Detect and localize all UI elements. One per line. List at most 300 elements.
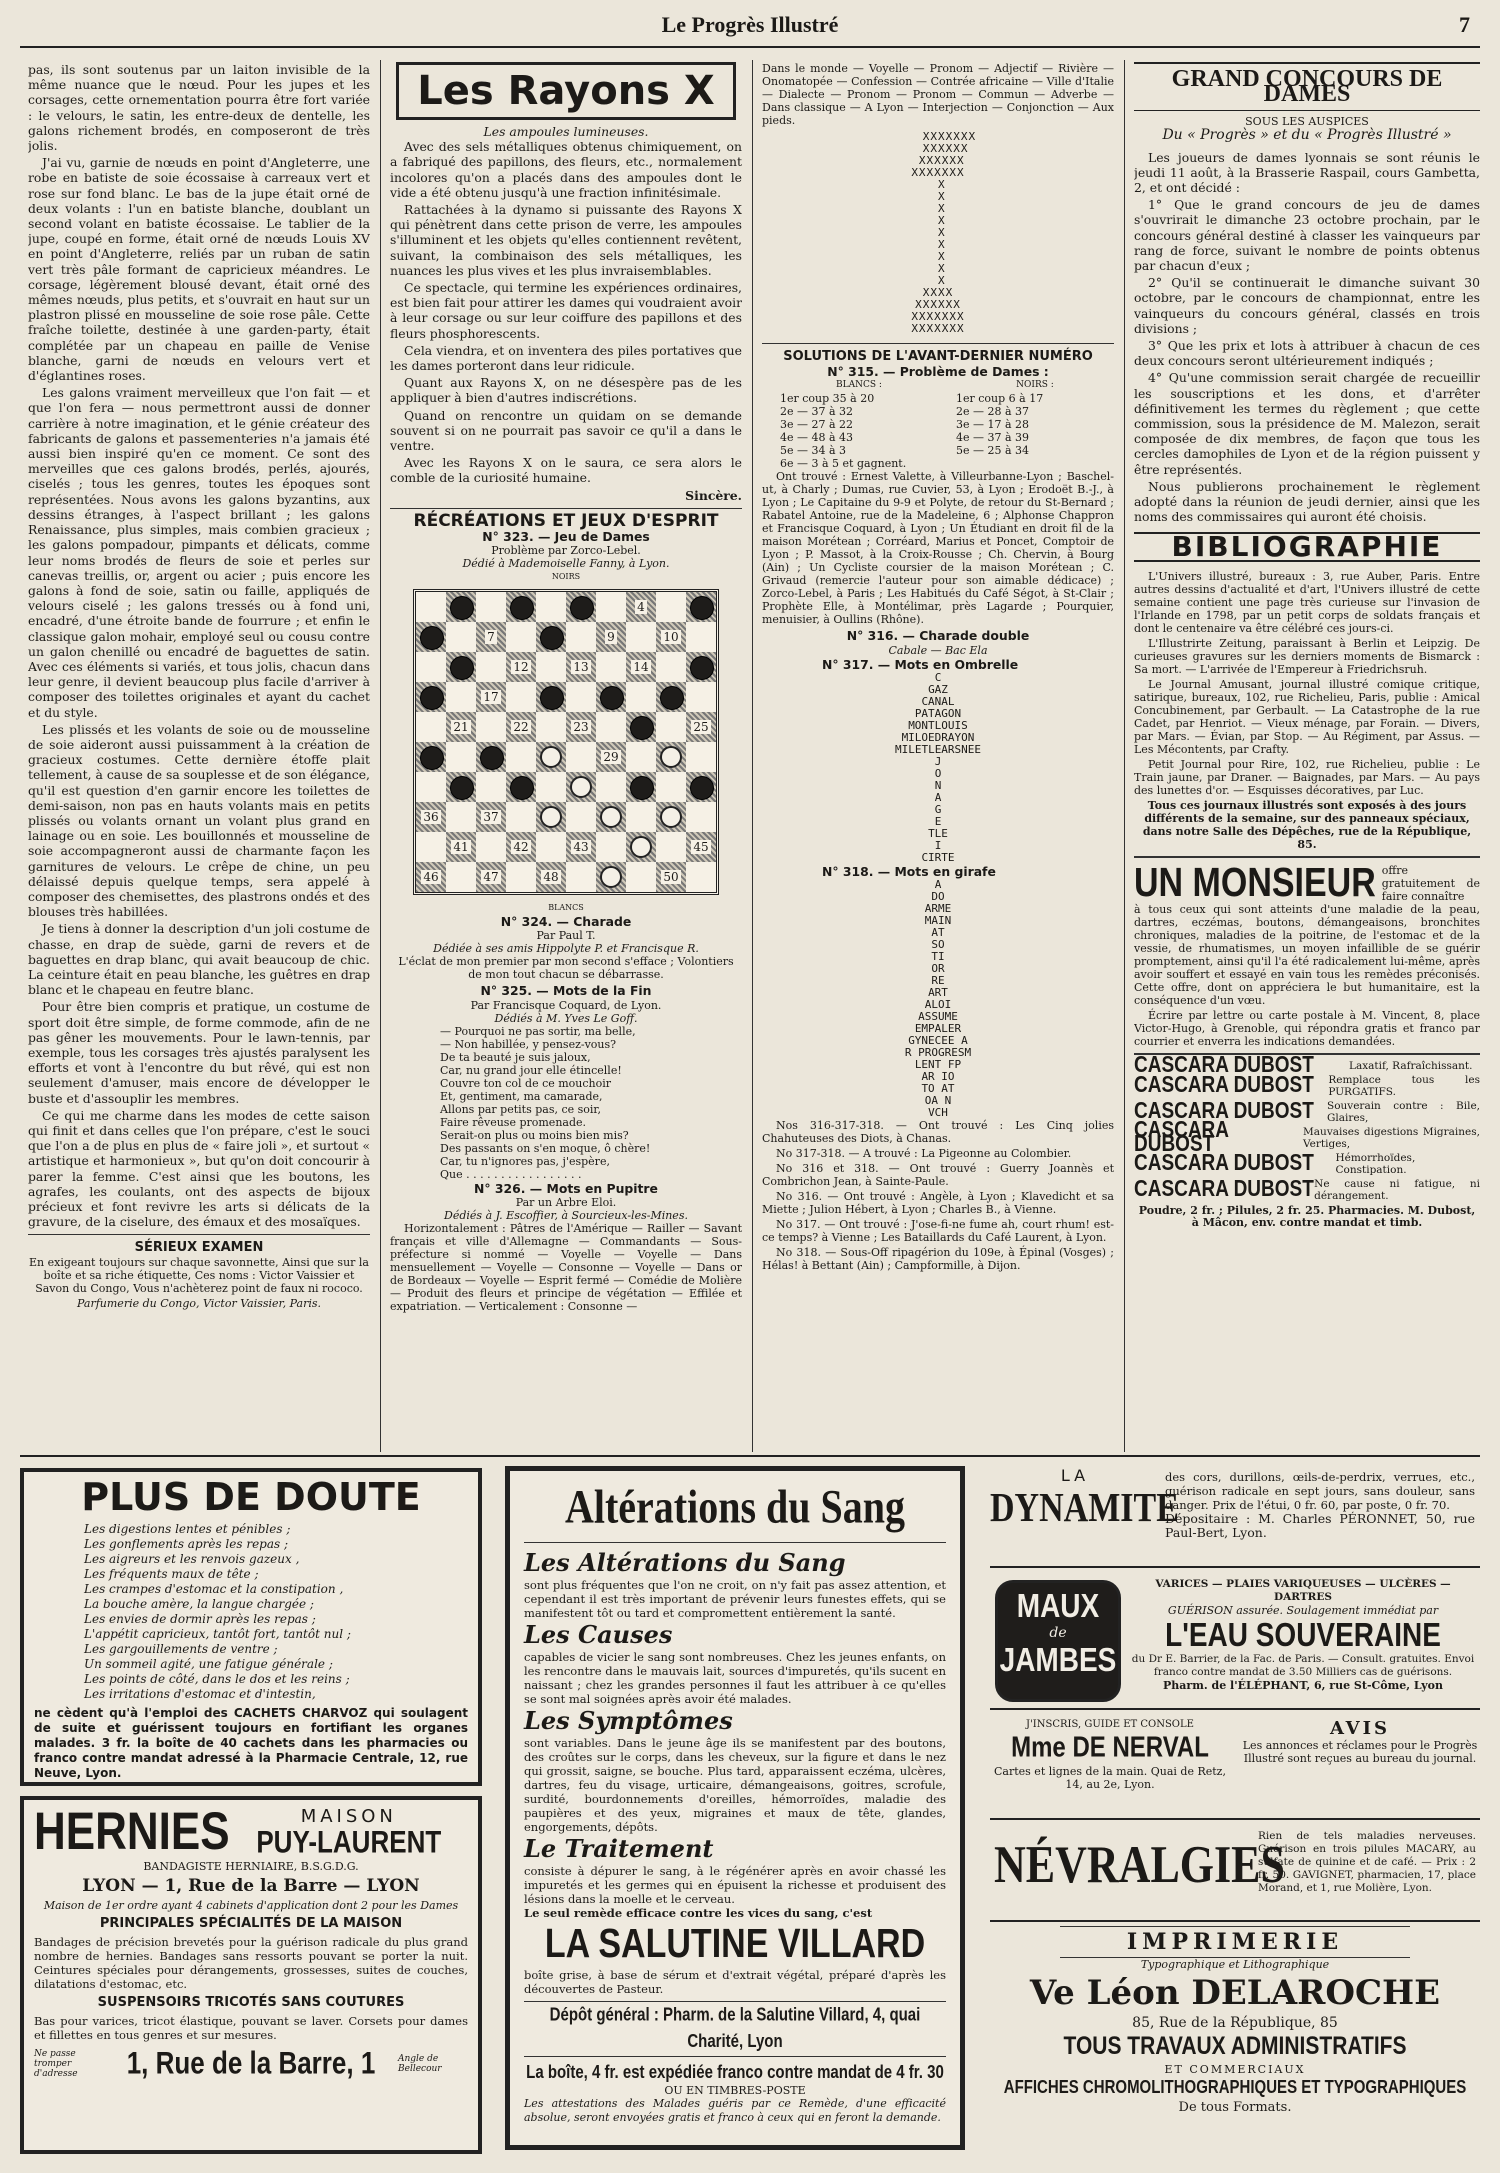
recreations-title: RÉCRÉATIONS ET JEUX D'ESPRIT [413, 510, 719, 531]
black-piece [630, 716, 654, 740]
problem-324-dedication: Dédiée à ses amis Hippolyte P. et Francisque R. [433, 942, 699, 956]
eau-pharmacy: Pharm. de l'ÉLÉPHANT, 6, rue St-Côme, Lyon [1163, 1679, 1443, 1692]
doute-line: Les crampes d'estomac et la constipation , [84, 1582, 344, 1596]
ad-nevralgies [990, 1824, 1480, 1922]
board-square [506, 862, 536, 892]
black-piece [450, 656, 474, 680]
doute-line: Les gonflements après les repas ; [84, 1537, 289, 1551]
rayons-title: Les Rayons X [396, 62, 736, 120]
solvers-316-318: Nos 316-317-318. — Ont trouvé : Les Cinq jolies Chahuteuses des Diots, à Chanas. [762, 1119, 1114, 1146]
board-square [656, 712, 686, 742]
ad-imprimerie [990, 1926, 1480, 2152]
board-square [656, 772, 686, 802]
board-square [656, 682, 686, 712]
board-square [656, 592, 686, 622]
cascara-brand: CASCARA DUBOST [1134, 1072, 1314, 1098]
article-paragraph: J'ai vu, garnie de nœuds en point d'Angleterre, une robe en batiste de soie écossaise à carreaux vert et rose sur fond blanc. Le bas de la jupe était orné de deux volants : l'un en batiste blanche, doublant un second volant en batiste écossaise. Le tablier de la jupe, coupé en forme, était orné de nœuds Louis XV en point d'Angleterre, reliés par un ruban de satin vert très pâle formant de capricieux méandres. Le corsage, légèrement blousé devant, était orné des mêmes nœuds, plus petits, et s'ouvrait en haut sur un plastron plissé en mousseline de soie rose pâle. Cette fraîche toilette, destinée à une garden-party, était complétée par un chapeau en paille de Venise blanche, garni de nœuds en velours vert et d'églantines roses. [28, 155, 370, 384]
cascara-row [1134, 1152, 1480, 1176]
article-paragraph: Les galons vraiment merveilleux que l'on fait — et que l'on fera — nous permettront aussi de donner carrière à notre imagination, et le génie créateur des fabricants de galons et passementeries n'a jamais été aussi bien inspiré qu'en ce moment. Ce sont des merveilles que ces galons brodés, perlés, ajourés, ciselés ; tous les genres, toutes les époques sont représentées. Nous avons les galons byzantins, aux dessins étranges, à l'aspect brillant ; les galons Renaissance, plus simples, mais combien gracieux ; les galons pompadour, pimpants et délicats, comme leur noms brodés de fleurs de soie et perles sur canevas treillis, or, argent ou acier ; puis encore les galons à fond de soie, satin ou faille, appliqués de velours ciselé ; les galons tressés ou à fond uni, encadré, d'une étroite bande de fourrure ; et enfin le classique galon mohair, employé seul ou cousu contre un galon chenillé ou encadré de baguettes de satin. Avec ces éléments si variés, et tous jolis, chacun dans leur genre, il devient beaucoup plus facile d'arriver à composer des toilettes originales et ayant du cachet et du style. [28, 385, 370, 720]
white-piece [600, 806, 622, 828]
imprimerie-name: Ve Léon DELAROCHE [1029, 1973, 1441, 2013]
avis-text: Les annonces et réclames pour le Progrès Illustré sont reçues au bureau du journal. [1242, 1739, 1478, 1765]
board-square [566, 772, 596, 802]
board-square [416, 652, 446, 682]
problem-326-author: Par un Arbre Eloi. [515, 1195, 617, 1209]
board-square [656, 832, 686, 862]
problem-324-title: N° 324. — Charade [500, 914, 632, 930]
poem-line: Et, gentiment, ma camarade, [440, 1089, 603, 1103]
monsieur-contact: Écrire par lettre ou carte postale à M. Vincent, 8, place Victor-Hugo, à Grenoble, qui répondra gratis et franco par courrier et enverra les indications demandées. [1134, 1008, 1480, 1048]
dynamite-brand [990, 1466, 1179, 1533]
moves-header: BLANCS : [836, 380, 882, 391]
doute-line: La bouche amère, la langue chargée ; [84, 1597, 314, 1611]
article-paragraph: Je tiens à donner la description d'un joli costume de chasse, en drap de suède, garni de revers et de baguettes en drap blanc, qui avait beaucoup de chic. La ceinture était en peau blanche, les guêtres en drap blanc et le chapeau en feutre blanc. [28, 921, 370, 998]
problem-325-title: N° 325. — Mots de la Fin [480, 983, 652, 999]
problem-323-title: N° 323. — Jeu de Dames [482, 529, 650, 545]
square-number: 50 [663, 870, 679, 885]
doute-footer: ne cèdent qu'à l'emploi des CACHETS CHARVOZ qui soulagent de suite et guérissent toujours en fortifiant les organes malades. 3 fr. la boîte de 40 cachets dans les pharmacies ou franco contre mandat adressé à la Pharmacie Centrale, 12, rue Neuve, Lyon. [34, 1706, 468, 1780]
concours-subtitle: SOUS LES AUSPICES [1245, 115, 1369, 129]
board-square [596, 712, 626, 742]
black-piece [570, 596, 594, 620]
black-piece [600, 686, 624, 710]
board-square [446, 652, 476, 682]
cascara-effect: Mauvaises digestions Migraines, Vertiges, [1303, 1125, 1480, 1150]
board-square [686, 802, 716, 832]
divider [762, 343, 1114, 344]
moves-header: NOIRS : [1016, 380, 1054, 391]
doute-line: L'appétit capricieux, tantôt fort, tantôt nul ; [84, 1627, 351, 1641]
problem-326-title: N° 326. — Mots en Pupitre [474, 1180, 658, 1196]
board-square [476, 712, 506, 742]
cascara-row [1134, 1178, 1480, 1202]
board-square [476, 772, 506, 802]
poem-line: Allons par petits pas, ce soir, [440, 1102, 601, 1116]
board-square [656, 652, 686, 682]
black-piece [510, 776, 534, 800]
board-square [416, 592, 446, 622]
board-square [686, 652, 716, 682]
board-square [596, 622, 626, 652]
move-row: 5e — 34 à 3 [780, 444, 847, 458]
doute-title: PLUS DE DOUTE [81, 1475, 421, 1519]
concours-paragraph: 2° Qu'il se continuerait le dimanche suivant 30 octobre, par le concours de championnat, entre les vainqueurs du concours général, classés en trois divisions ; [1134, 275, 1480, 336]
imprimerie-line-3: AFFICHES CHROMOLITHOGRAPHIQUES ET TYPOGRAPHIQUES [1003, 2077, 1467, 2098]
sang-heading-1: Les Altérations du Sang [524, 1548, 846, 1577]
square-number: 12 [513, 660, 529, 675]
poem-line: De ta beauté je suis jaloux, [440, 1050, 591, 1064]
rayons-paragraph: Ce spectacle, qui termine les expériences ordinaires, est bien fait pour attirer les dames qui voudraient avoir à leur corsage ou sur leur coiffure des papillons et des fleurs phosphorescents. [390, 280, 742, 341]
doute-list [34, 1522, 468, 1702]
concours-paragraph: Nous publierons prochainement le règlement adopté dans la réunion de jeudi dernier, ainsi que les noms des commissaires qui auront été choisis. [1134, 478, 1480, 525]
ad-alterations-sang [505, 1466, 965, 2150]
board-square [536, 772, 566, 802]
poem-line: Car, nu grand jour elle étincelle! [440, 1063, 622, 1077]
imprimerie-sub: Typographique et Lithographique [1140, 1958, 1330, 1971]
board-square [416, 712, 446, 742]
poem-line: Que . . . . . . . . . . . . . . . . . [440, 1167, 582, 1181]
board-square [656, 802, 686, 832]
board-square [626, 742, 656, 772]
board-square [686, 832, 716, 862]
board-square [416, 832, 446, 862]
board-square [626, 592, 656, 622]
board-square [596, 742, 626, 772]
board-square [596, 802, 626, 832]
problem-325-author: Par Francisque Coquard, de Lyon. [470, 998, 662, 1012]
board-square [476, 652, 506, 682]
dynamite-depot: Dépositaire : M. Charles PÉRONNET, 50, rue Paul-Bert, Lyon. [1165, 1511, 1475, 1540]
board-square [596, 682, 626, 712]
board-square [506, 712, 536, 742]
board-square [506, 802, 536, 832]
board-square [506, 772, 536, 802]
square-number: 47 [483, 870, 499, 885]
maux-word-3: JAMBES [999, 1640, 1117, 1678]
white-piece [540, 746, 562, 768]
checkers-board [413, 589, 719, 895]
move-row: 6e — 3 à 5 et gagnent. [780, 457, 907, 471]
white-piece [660, 746, 682, 768]
divider [524, 2056, 946, 2057]
solution-316-title: N° 316. — Charade double [846, 628, 1030, 644]
problem-325-poem [390, 1025, 742, 1181]
move-row: 2e — 37 à 32 [780, 405, 854, 419]
eau-doctor: du Dr E. Barrier, de la Fac. de Paris. — Consult. gratuites. Envoi franco contre mandat de 3.50 Milliers cas de guérisons. [1131, 1653, 1475, 1678]
board-square [416, 862, 446, 892]
board-square [686, 622, 716, 652]
black-piece [630, 776, 654, 800]
rayons-paragraph: Avec les Rayons X on le saura, ce sera alors le comble de la curiosité humaine. [390, 455, 742, 486]
concours-paragraph: Les joueurs de dames lyonnais se sont réunis le jeudi 11 août, à la Brasserie Raspail, cours Gambetta, 2, et ont décidé : [1134, 149, 1480, 196]
cascara-brand: CASCARA DUBOST [1134, 1176, 1314, 1202]
board-square [596, 652, 626, 682]
rayons-paragraph: Quant aux Rayons X, on ne désespère pas de les appliquer à bien d'autres indiscrétions. [390, 375, 742, 406]
board-square [626, 682, 656, 712]
doute-line: Les digestions lentes et pénibles ; [84, 1522, 291, 1536]
dynamite-title: DYNAMITE [990, 1486, 1179, 1531]
board-square [446, 772, 476, 802]
board-square [566, 622, 596, 652]
fashion-column [28, 62, 370, 1447]
solution-317-title: N° 317. — Mots en Ombrelle [822, 656, 1019, 672]
black-piece [690, 776, 714, 800]
black-piece [660, 686, 684, 710]
board-square [446, 622, 476, 652]
board-square [506, 832, 536, 862]
white-piece [600, 866, 622, 888]
serieux-signature: Parfumerie du Congo, Victor Vaissier, Paris. [77, 1296, 321, 1310]
doute-line: Les points de côté, dans le dos et les reins ; [84, 1672, 350, 1686]
sang-text-4: consiste à dépurer le sang, à le régénérer après en avoir chassé les impuretés et les germes qui en épuisent la richesse et produisent des lésions dans la moelle et le cerveau. [524, 1864, 946, 1906]
solutions-column [762, 62, 1114, 1447]
board-square [416, 682, 446, 712]
page-number: 7 [1459, 12, 1470, 37]
monsieur-text: à tous ceux qui sont atteints d'une maladie de la peau, dartres, eczémas, boutons, démangeaisons, bronchites chroniques, maladies de la poitrine, de l'estomac et de la vessie, de rhumatismes, un moyen infaillible de se guérir promptement, ainsi qu'il l'a été radicalement lui-même, après avoir souffert et essayé en vain tous les remèdes préconisés. Cette offre, dont on appréciera le but humanitaire, est la conséquence d'un vœu. [1134, 902, 1480, 1007]
sang-brand: LA SALUTINE VILLARD [544, 1921, 926, 1967]
noirs-label: NOIRS [551, 572, 581, 582]
cascara-effect: Souverain contre : Bile, Glaires, [1327, 1099, 1480, 1124]
board-square [596, 772, 626, 802]
black-piece [450, 776, 474, 800]
doute-line: Les fréquents maux de tête ; [84, 1567, 259, 1581]
article-paragraph: pas, ils sont soutenus par un laiton invisible de la même nuance que le nœud. Pour les jupes et les corsages, cette ornementation pourra être fort variée : le velours, le satin, les entre-deux de dentelle, les galons richement brodés, en composeront de très jolis. [28, 62, 370, 154]
board-square [536, 622, 566, 652]
rayons-paragraph: Rattachées à la dynamo si puissante des Rayons X qui pénètrent dans cette prison de verre, les ampoules s'illuminent et les objets qu'elles contiennent revêtent, suivant, la combinaison des sels métalliques, les nuances les plus vives et les plus invraisemblables. [390, 202, 742, 278]
black-piece [690, 656, 714, 680]
board-square [476, 832, 506, 862]
biblio-note: Tous ces journaux illustrés sont exposés à des jours différents de la semaine, sur des panneaux spéciaux, dans notre Salle des Dépêches, rue de la République, 85. [1142, 798, 1472, 851]
column-rule [380, 60, 381, 1452]
moves-noirs [938, 379, 1114, 470]
poem-line: Faire rêveuse promenade. [440, 1115, 587, 1129]
board-square [446, 862, 476, 892]
rayons-paragraph: Quand on rencontre un quidam on se demande souvent si on ne pourrait pas savoir ce qu'il a dans le ventre. [390, 407, 742, 454]
board-square [506, 742, 536, 772]
square-number: 48 [543, 870, 559, 885]
serieux-title: SÉRIEUX EXAMEN [134, 1240, 264, 1256]
white-piece [660, 806, 682, 828]
square-number: 36 [423, 810, 439, 825]
board-square [656, 742, 686, 772]
board-square [566, 682, 596, 712]
solvers-315: Ont trouvé : Ernest Valette, à Villeurbanne-Lyon ; Baschel-ut, à Charly ; Dumas, rue Cuvier, 53, à Lyon ; Erodoët B.-J., à Lyon ; Le Capitaine du 9-9 et Polyte, de retour du St-Bernard ; Rabatel Antoine, rue de la Madeleine, 6 ; Alphonse Chappron et Francisque Coquard, à Lyon ; Un Étudiant en droit fil de la maison Morétean ; Corréard, Marius et Poncet, Comptoir de Lyon ; P. Massot, à la Croix-Rousse ; Ch. Chervin, à Bourg (Ain) ; Un Cycliste coursier de la maison Morétean ; C. Grivaud (remercie l'auteur pour son aimable dédicace) ; Zorco-Lebel, à Paris ; Les Habitués du Café Ségot, à St-Clair ; Prophète Elle, à Montélimar, près Lagarde ; Pourquier, menuisier, à Oullins (Rhône). [762, 470, 1114, 627]
ad-nerval [990, 1718, 1230, 1814]
ad-hernies [20, 1796, 482, 2154]
hernies-header [34, 1804, 468, 1860]
board-square [566, 712, 596, 742]
problem-326-text: Horizontalement : Pâtres de l'Amérique — Railler — Savant français et ville d'Allemagne — Commandants — Sous-préfecture si nommé — Voyelle — Voyelle — Dans mensuellement — Voyelle — Consonne — Voyelle — Dans or de Bordeaux — Voyelle — Esprit fermé — Comédie de Molière — Produit des fleurs et principe de végétation — Effilée et expatriation. — Verticalement : Consonne — [390, 1221, 742, 1313]
concours-title: GRAND CONCOURS DE DAMES [1171, 66, 1443, 108]
board-square [506, 682, 536, 712]
board-square [626, 862, 656, 892]
solutions-title: SOLUTIONS DE L'AVANT-DERNIER NUMÉRO [783, 349, 1093, 364]
divider [390, 508, 742, 509]
board-square [566, 652, 596, 682]
sang-footer: Les attestations des Malades guéris par ce Remède, d'une efficacité absolue, seront envoyées gratis et franco à ceux qui en feront la demande. [524, 2097, 946, 2124]
cascara-ad [1134, 1052, 1480, 1229]
doute-line: Un sommeil agité, une fatigue générale ; [84, 1657, 333, 1671]
dynamite-info [1165, 1470, 1475, 1540]
hernies-spec: PRINCIPALES SPÉCIALITÉS DE LA MAISON [99, 1916, 403, 1931]
page-header [20, 6, 1480, 48]
board-square [596, 832, 626, 862]
board-square [536, 832, 566, 862]
sang-text-3: sont variables. Dans le jeune âge ils se manifestent par des boutons, des croûtes sur le corps, dans les cheveux, sur la figure et dans le nez qui grossit, saigne, se bouche. Plus tard, apparaissent eczéma, ulcères, dartres, feu du visage, urticaire, démangeaisons, goitres, scrofule, surdité, bourdonnements d'oreilles, hémorroïdes, maladie des paupières et des yeux, migraines et maux de tête, glandes, engorgements, dépôts. [524, 1736, 946, 1834]
poem-line: — Pourquoi ne pas sortir, ma belle, [440, 1024, 636, 1038]
square-number: 29 [603, 750, 619, 765]
white-piece [540, 806, 562, 828]
ad-plus-de-doute [20, 1468, 482, 1786]
board-square [626, 712, 656, 742]
cascara-effect: Ne cause ni fatigue, ni dérangement. [1314, 1177, 1480, 1202]
board-square [686, 772, 716, 802]
rayons-paragraph: Avec des sels métalliques obtenus chimiquement, on a fabriqué des papillons, des fleurs, etc., normalement incolores qu'on a placés dans des ampoules dont le vide a été obtenu jusqu'à une fraction infinitésimale. [390, 139, 742, 200]
board-square [476, 742, 506, 772]
board-square [656, 622, 686, 652]
solvers-318: No 318. — Sous-Off ripagérion du 109e, à Épinal (Vosges) ; Hélas! à Bettant (Ain) ; Campformille, à Dijon. [762, 1246, 1114, 1273]
hernies-bas: Bas pour varices, tricot élastique, pouvant se laver. Corsets pour dames et fillettes en tous genres et sur mesures. [34, 2014, 468, 2042]
concours-column [1134, 62, 1480, 1447]
hernies-sub: BANDAGISTE HERNIAIRE, B.S.G.D.G. [143, 1860, 359, 1873]
biblio-entry: Petit Journal pour Rire, 102, rue Richelieu, publie : Le Train jaune, par Draner. — Baignades, par Mars. — Au pays des lunettes d'or. — Esquisses décoratives, par Luc. [1134, 757, 1480, 797]
sang-heading-4: Le Traitement [524, 1834, 714, 1863]
solution-318-title: N° 318. — Mots en girafe [822, 863, 996, 879]
square-number: 23 [573, 720, 589, 735]
board-square [596, 592, 626, 622]
square-number: 21 [453, 720, 469, 735]
square-number: 42 [513, 840, 529, 855]
ads-divider [990, 1818, 1480, 1820]
board-square [446, 682, 476, 712]
hernies-title: HERNIES [34, 1802, 230, 1861]
move-row: 4e — 48 à 43 [780, 431, 854, 445]
solution-315-title: N° 315. — Problème de Dames : [827, 364, 1049, 380]
imprimerie-line-2: ET COMMERCIAUX [1164, 2063, 1306, 2076]
board-square [656, 862, 686, 892]
ad-eau-souveraine [990, 1576, 1480, 1710]
column-rule [1124, 60, 1125, 1452]
board-square [626, 622, 656, 652]
board-square [446, 712, 476, 742]
move-row: 4e — 37 à 39 [956, 431, 1030, 445]
hernies-address: LYON — 1, Rue de la Barre — LYON [82, 1876, 420, 1896]
monsieur-title: UN MONSIEUR [1134, 859, 1376, 906]
sang-text-2: capables de vicier le sang sont nombreuses. Chez les jeunes enfants, on les rencontre dans le mauvais lait, sources d'impuretés, qu'ils sucent en naissant ; chez les grandes personnes il faut les attribuer à ce qu'elles se sont mal soignées après avoir été malades. [524, 1650, 946, 1706]
sang-depot: Dépôt général : Pharm. de la Salutine Villard, 4, quai Charité, Lyon [549, 2005, 921, 2052]
problem-323-author: Problème par Zorco-Lebel. [491, 544, 641, 558]
square-number: 7 [487, 630, 495, 645]
board-square [626, 652, 656, 682]
board-square [536, 802, 566, 832]
doute-line: Les gargouillements de ventre ; [84, 1642, 278, 1656]
board-square [416, 772, 446, 802]
moves-table [762, 379, 1114, 470]
board-square [596, 862, 626, 892]
poem-line: Car, tu n'ignores pas, j'espère, [440, 1154, 610, 1168]
nerval-name: Mme DE NERVAL [1011, 1731, 1209, 1764]
problem-325-dedication: Dédiés à M. Yves Le Goff. [494, 1011, 638, 1025]
square-number: 9 [607, 630, 615, 645]
board-square [686, 862, 716, 892]
solvers-317: No 317. — Ont trouvé : J'ose-fi-ne fume ah, court rhum! est-ce temps? à Vienne ; Les Bataillards du Café Laurent, à Lyon. [762, 1218, 1114, 1245]
poem-line: — Non habillée, y pensez-vous? [440, 1037, 617, 1051]
journal-title: Le Progrès Illustré [661, 12, 839, 37]
board-square [536, 742, 566, 772]
pupitre-diagram: XXXXXXX XXXXXX XXXXXX XXXXXXX X X X X X X X X X XXXX XXXXXX XXXXXXX XXXXXXX [911, 130, 977, 335]
square-number: 10 [663, 630, 679, 645]
divider [1134, 856, 1480, 858]
square-number: 22 [513, 720, 529, 735]
hernies-text: Bandages de précision brevetés pour la guérison radicale du plus grand nombre de hernies. Bandages sans ressorts pouvant se porter la nuit. Ceintures spéciales pour dérangements, grossesses, suites de couches, dilatations d'estomac, etc. [34, 1935, 468, 1991]
divider [28, 1234, 370, 1235]
board-square [536, 682, 566, 712]
eau-title: L'EAU SOUVERAINE [1165, 1615, 1441, 1653]
doute-line: Les aigreurs et les renvois gazeux , [84, 1552, 300, 1566]
black-piece [540, 686, 564, 710]
imprimerie-title: IMPRIMERIE [1060, 1926, 1410, 1958]
board-square [506, 622, 536, 652]
column-rule [752, 60, 753, 1452]
board-square [446, 832, 476, 862]
imprimerie-line-1: TOUS TRAVAUX ADMINISTRATIFS [1063, 2032, 1407, 2061]
cascara-effect: Hémorrhoïdes, Constipation. [1335, 1151, 1416, 1176]
board-square [506, 652, 536, 682]
doute-line: Les irritations d'estomac et d'intestin, [84, 1687, 316, 1701]
ad-avis [1240, 1718, 1480, 1814]
white-piece [630, 836, 652, 858]
board-square [626, 772, 656, 802]
problem-323-dedication: Dédié à Mademoiselle Fanny, à Lyon. [462, 557, 670, 571]
board-square [566, 592, 596, 622]
board-square [536, 592, 566, 622]
board-square [446, 742, 476, 772]
board-square [416, 802, 446, 832]
square-number: 41 [453, 840, 469, 855]
problem-324-text: L'éclat de mon premier par mon second s'efface ; Volontiers de mon tout chacun se débarrasse. [398, 955, 734, 982]
board-square [476, 592, 506, 622]
square-number: 43 [573, 840, 589, 855]
board-square [446, 802, 476, 832]
board-square [536, 862, 566, 892]
doute-line: Les envies de dormir après les repas ; [84, 1612, 316, 1626]
black-piece [420, 686, 444, 710]
rayons-signature: Sincère. [685, 487, 742, 503]
nerval-text: Cartes et lignes de la main. Quai de Retz, 14, au 2e, Lyon. [994, 1765, 1226, 1791]
problem-324-author: Par Paul T. [536, 929, 596, 943]
maux-jambes-badge [995, 1580, 1121, 1702]
move-row: 1er coup 35 à 20 [780, 392, 875, 406]
maux-word-2: de [1049, 1625, 1067, 1641]
concours-paragraph: 3° Que les prix et lots à attribuer à chacun de ces deux concours seront ultérieurement indiqués ; [1134, 338, 1480, 369]
eau-guerison: GUÉRISON assurée. Soulagement immédiat par [1167, 1604, 1439, 1617]
board-square [536, 652, 566, 682]
hernies-footer-right: Angle de Bellecour [398, 2053, 442, 2074]
monsieur-header [1134, 859, 1480, 906]
cascara-brand: CASCARA DUBOST [1134, 1117, 1229, 1157]
blancs-label: BLANCS [548, 903, 584, 913]
sang-price: La boîte, 4 fr. est expédiée franco contre mandat de 4 fr. 30 [526, 2062, 944, 2083]
hernies-note: Maison de 1er ordre ayant 4 cabinets d'application dont 2 pour les Dames [43, 1899, 459, 1912]
sang-text-1: sont plus fréquentes que l'on ne croit, on n'y fait pas assez attention, et cependant il est très important de prévenir leurs funestes effets, qui se manifestent tôt ou tard et compromettent entièrement la santé. [524, 1578, 946, 1620]
hernies-footer-left: Ne passe tromper d'adresse [34, 2048, 78, 2079]
ad-dynamite [990, 1466, 1480, 1568]
nerval-top: J'INSCRIS, GUIDE ET CONSOLE [1026, 1719, 1194, 1730]
nevralgies-title: NÉVRALGIES [994, 1835, 1285, 1894]
imprimerie-address: 85, Rue de la République, 85 [1132, 2015, 1338, 2031]
poem-line: Serait-on plus ou moins bien mis? [440, 1128, 629, 1142]
solvers-316: No 316. — Ont trouvé : Angèle, à Lyon ; Klavedicht et sa Miette ; Julion Hébert, à Lyon ; Charles B., à Vienne. [762, 1190, 1114, 1217]
board-square [416, 742, 446, 772]
poem-line: Couvre ton col de ce mouchoir [440, 1076, 612, 1090]
board-square [686, 592, 716, 622]
concours-paragraph: 4° Qu'une commission serait chargée de recueillir les souscriptions et les dons, et d'arrêter définitivement les termes du règlement ; que cette commission, sous la présidence de M. Malezon, serait composée de dix membres, de façon que tous les cercles damophiles de Lyon et de la région puissent y être représentés. [1134, 370, 1480, 477]
cascara-brand: CASCARA DUBOST [1134, 1052, 1314, 1078]
hernies-maison-block [230, 1806, 468, 1858]
black-piece [420, 626, 444, 650]
serieux-text: En exigeant toujours sur chaque savonnette, Ainsi que sur la boîte et sa riche étiquette, Ces noms : Victor Vaissier et Savon du Congo, Vous n'achèterez point de faux ni rococo. [29, 1255, 369, 1295]
moves-blancs [762, 379, 938, 470]
board-square [476, 802, 506, 832]
black-piece [420, 746, 444, 770]
square-number: 37 [483, 810, 499, 825]
concours-header [1134, 62, 1480, 111]
square-number: 17 [483, 690, 499, 705]
maux-word-1: MAUX [1016, 1586, 1100, 1624]
square-number: 45 [693, 840, 709, 855]
eau-info [1128, 1578, 1478, 1692]
dynamite-la: LA [1060, 1466, 1090, 1485]
